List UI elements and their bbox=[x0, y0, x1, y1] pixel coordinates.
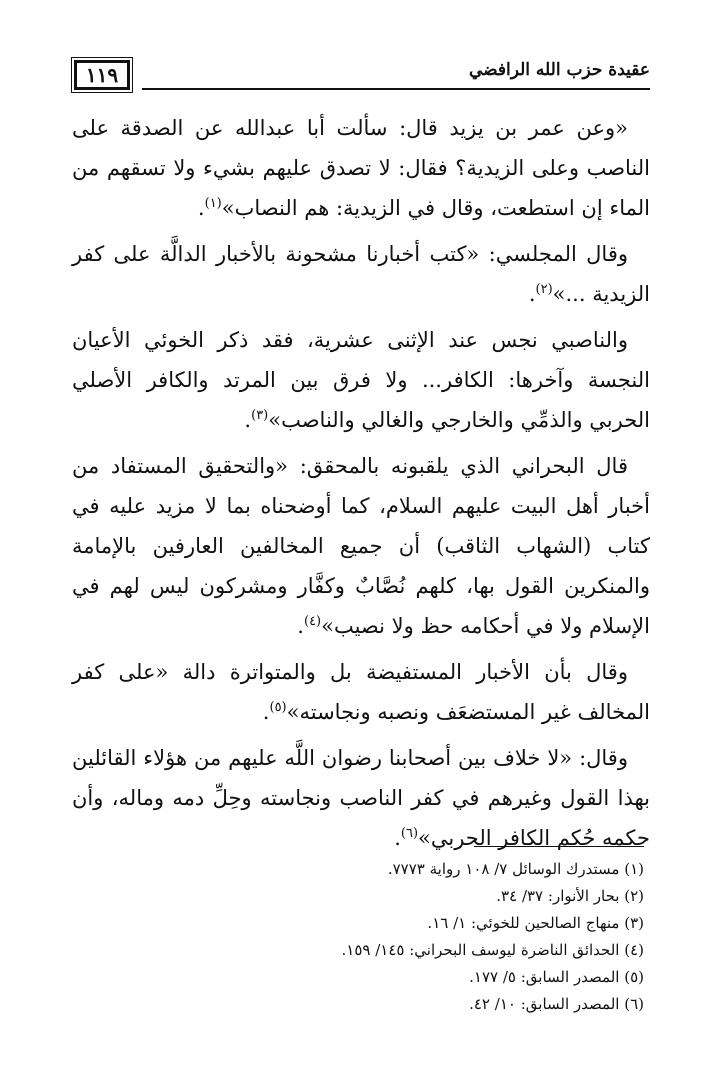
footnote-divider bbox=[474, 846, 644, 847]
paragraph-text: قال البحراني الذي يلقبونه بالمحقق: «والتحقيق المستفاد من أخبار أهل البيت عليهم السلام، كما أوضحناه بما لا مزيد عليه في كتاب (الشهاب الثاقب) أن جميع المخالفين العارفين بالإمامة والمنكرين القول بها، كلهم نُصَّابٌ وكفَّار ومشركون ليس لهم في الإسلام ولا في أحكامه حظ ولا نصيب» bbox=[72, 454, 650, 638]
footnote-ref: (٥) bbox=[269, 700, 287, 715]
footnote: (٦) المصدر السابق: ١٠/ ٤٢. bbox=[469, 995, 644, 1013]
paragraph bbox=[72, 738, 650, 858]
paragraph-text: وقال بأن الأخبار المستفيضة بل والمتواترة دالة «على كفر المخالف غير المستضعَف ونصبه ونجاسته» bbox=[72, 660, 650, 724]
main-text bbox=[72, 108, 650, 864]
page-header bbox=[70, 56, 650, 96]
footnote: (٥) المصدر السابق: ٥/ ١٧٧. bbox=[469, 968, 644, 986]
paragraph-text: والناصبي نجس عند الإثنى عشرية، فقد ذكر الخوئي الأعيان النجسة وآخرها: الكافر... ولا فرق بين المرتد والكافر الأصلي الحربي والذمِّي والخارجي والغالي والناصب» bbox=[72, 328, 650, 432]
paragraph-text: وقال المجلسي: «كتب أخبارنا مشحونة بالأخبار الدالَّة على كفر الزيدية ...» bbox=[72, 242, 650, 306]
paragraph-end: . bbox=[528, 282, 536, 306]
paragraph-end: . bbox=[197, 196, 205, 220]
footnote-ref: (١) bbox=[204, 196, 222, 211]
paragraph-text: «وعن عمر بن يزيد قال: سألت أبا عبدالله عن الصدقة على الناصب وعلى الزيدية؟ فقال: لا تصدق عليهم بشيء ولا تسقهم من الماء إن استطعت، وقال في الزيدية: هم النصاب» bbox=[72, 116, 650, 220]
footnote-ref: (٣) bbox=[251, 408, 269, 423]
footnote: (٢) بحار الأنوار: ٣٧/ ٣٤. bbox=[496, 887, 644, 905]
paragraph-text: وقال: «لا خلاف بين أصحابنا رضوان اللَّه عليهم من هؤلاء القائلين بهذا القول وغيرهم في كفر الناصب ونجاسته وحِلِّ دمه وماله، وأن حكمه حُكم الكافر الحربي» bbox=[72, 746, 650, 850]
footnote: (١) مستدرك الوسائل ٧/ ١٠٨ رواية ٧٧٧٣. bbox=[387, 860, 644, 878]
paragraph bbox=[72, 234, 650, 314]
footnotes bbox=[66, 856, 644, 1018]
footnote-ref: (٤) bbox=[303, 614, 322, 629]
footnote-ref: (٢) bbox=[535, 282, 553, 297]
running-title: عقيدة حزب الله الرافضي bbox=[468, 60, 650, 80]
paragraph bbox=[72, 320, 650, 440]
paragraph bbox=[72, 446, 650, 646]
paragraph-end: . bbox=[297, 614, 304, 638]
paragraph-end: . bbox=[262, 700, 270, 724]
footnote: (٤) الحدائق الناضرة ليوسف البحراني: ١٤٥/ ١٥٩. bbox=[341, 941, 644, 959]
page-number: ١١٩ bbox=[74, 60, 130, 90]
paragraph bbox=[72, 652, 650, 732]
footnote-ref: (٦) bbox=[400, 826, 419, 841]
header-rule bbox=[142, 88, 650, 90]
paragraph-end: . bbox=[244, 408, 252, 432]
paragraph bbox=[72, 108, 650, 228]
paragraph-end: . bbox=[394, 826, 401, 850]
footnote: (٣) منهاج الصالحين للخوئي: ١/ ١٦. bbox=[427, 914, 644, 932]
